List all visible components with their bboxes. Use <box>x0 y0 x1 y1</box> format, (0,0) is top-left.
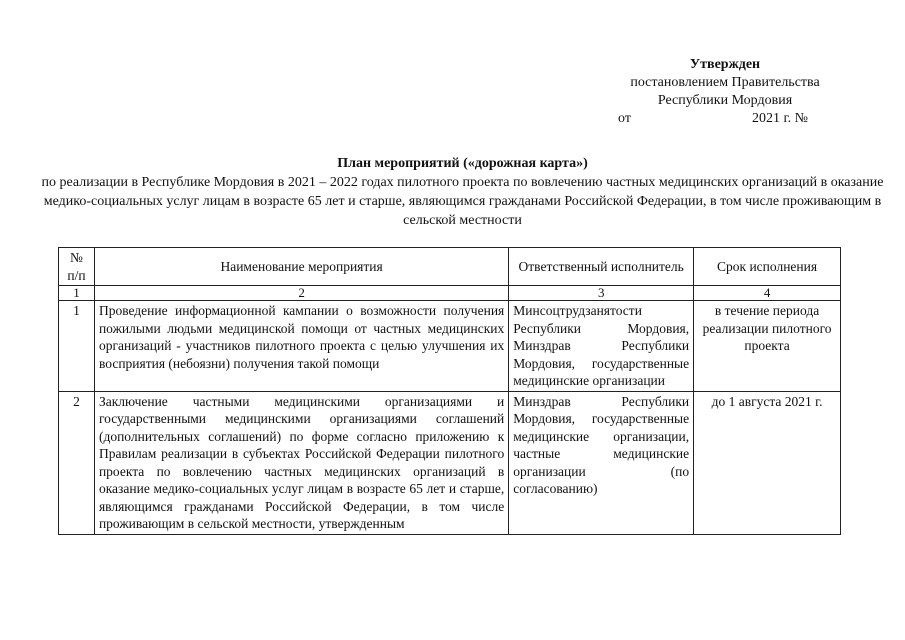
row-name: Заключение частными медицинскими организациями и государственными медицинскими организациями соглашений (дополнительных соглашений) по форме согласно приложению к Правилам реализации в субъектах Российской Федерации пилотного проекта по вовлечению частных медицинских организаций в оказание медико-социальных услуг лицам в возрасте 65 лет и старше, являющимся гражданами Российской Федерации, в том числе проживающим в сельской местности, утвержденным <box>94 391 508 534</box>
approval-year: 2021 г. № <box>751 111 808 126</box>
table-row <box>59 301 841 392</box>
plan-title: План мероприятий («дорожная карта») <box>337 156 588 171</box>
col-number-2: 2 <box>94 286 508 301</box>
column-number-row <box>59 286 841 301</box>
approval-block <box>590 56 860 128</box>
header-executor: Ответственный исполнитель <box>509 248 694 286</box>
row-executor: Минсоцтрудзанятости Республики Мордовия, Минздрав Республики Мордовия, государственные медицинские организации <box>509 301 694 392</box>
col-number-1: 1 <box>59 286 95 301</box>
row-executor: Минздрав Республики Мордовия, государственные медицинские организации, частные медицинские организации (по согласованию) <box>509 391 694 534</box>
col-number-3: 3 <box>509 286 694 301</box>
roadmap-table <box>58 247 841 535</box>
header-name: Наименование мероприятия <box>94 248 508 286</box>
approval-line-1: постановлением Правительства <box>630 75 820 90</box>
table-row <box>59 391 841 534</box>
header-number: № п/п <box>59 248 95 286</box>
header-deadline: Срок исполнения <box>694 248 841 286</box>
approval-from: от <box>618 111 631 126</box>
row-number: 1 <box>59 301 95 392</box>
table-header-row <box>59 248 841 286</box>
row-number: 2 <box>59 391 95 534</box>
row-deadline: до 1 августа 2021 г. <box>694 391 841 534</box>
document-heading <box>40 154 885 230</box>
col-number-4: 4 <box>694 286 841 301</box>
approval-title: Утвержден <box>689 57 761 72</box>
approval-date-line <box>590 110 860 128</box>
row-name: Проведение информационной кампании о возможности получения пожилыми людьми медицинской помощи от частных медицинских организаций - участников пилотного проекта с целью улучшения их восприятия (небоязни) получения такой помощи <box>94 301 508 392</box>
plan-subtitle: по реализации в Республике Мордовия в 2021 – 2022 годах пилотного проекта по вовлечению частных медицинских организаций в оказание медико-социальных услуг лицам в возрасте 65 лет и старше, являющимся гражданами Российской Федерации, в том числе проживающим в сельской местности <box>41 175 884 228</box>
row-deadline: в течение периода реализации пилотного проекта <box>694 301 841 392</box>
approval-line-2: Республики Мордовия <box>657 93 793 108</box>
